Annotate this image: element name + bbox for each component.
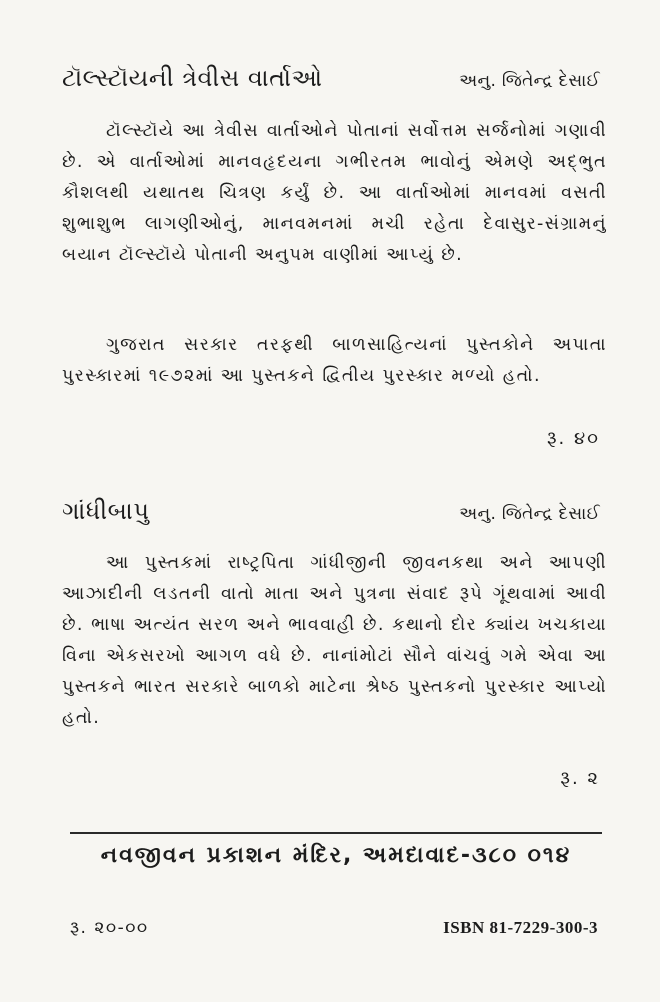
book-1-translator: અનુ. જિતેન્દ્ર દેસાઈ [459, 71, 600, 91]
book-2-header [62, 497, 600, 525]
book-2-translator: અનુ. જિતેન્દ્ર દેસાઈ [459, 504, 600, 524]
cover-price: રૂ. ૨૦-૦૦ [70, 918, 149, 938]
book-2-title: ગાંધીબાપુ [62, 497, 150, 525]
book-1-title: ટૉલ્સ્ટૉયની ત્રેવીસ વાર્તાઓ [62, 64, 323, 92]
book-2-description: આ પુસ્તકમાં રાષ્ટ્રપિતા ગાંધીજીની જીવનકથા અને આપણી આઝાદીની લડતની વાતો માતા અને પુત્રના સંવાદ રૂપે ગૂંથવામાં આવી છે. ભાષા અત્યંત સરળ અને ભાવવાહી છે. કથાનો દોર ક્યાંય ખચકાયા વિના એકસરખો આગળ વધે છે. નાનાંમોટાં સૌને વાંચવું ગમે એવા આ પુસ્તકને ભારત સરકારે બાળકો માટેના શ્રેષ્ઠ પુસ્તકનો પુરસ્કાર આપ્યો હતો. [62, 553, 607, 728]
publisher-line: નવજીવન પ્રકાશન મંદિર, અમદાવાદ-૩૮૦ ૦૧૪ [100, 843, 572, 868]
book-1-description: ટૉલ્સ્ટૉયે આ ત્રેવીસ વાર્તાઓને પોતાનાં સર્વોત્તમ સર્જનોમાં ગણાવી છે. એ વાર્તાઓમાં માનવહૃદયના ગભીરતમ ભાવોનું એમણે અદ્ભુત કૌશલથી યથાતથ ચિત્રણ કર્યું છે. આ વાર્તાઓમાં માનવમાં વસતી શુભાશુભ લાગણીઓનું, માનવમનમાં મચી રહેતા દેવાસુર-સંગ્રામનું બયાન ટૉલ્સ્ટૉયે પોતાની અનુપમ વાણીમાં આપ્યું છે. [62, 121, 607, 265]
isbn: ISBN 81-7229-300-3 [443, 918, 598, 937]
book-2-price: રૂ. ૨ [560, 768, 600, 789]
book-1-price: રૂ. ૪૦ [546, 428, 600, 449]
book-1-header [62, 64, 600, 92]
footer-divider [70, 832, 602, 834]
book-1-award-note: ગુજરાત સરકાર તરફથી બાળસાહિત્યનાં પુસ્તકોને અપાતા પુરસ્કારમાં ૧૯૭૨માં આ પુસ્તકને દ્વિતીય પુરસ્કાર મળ્યો હતો. [62, 335, 607, 386]
